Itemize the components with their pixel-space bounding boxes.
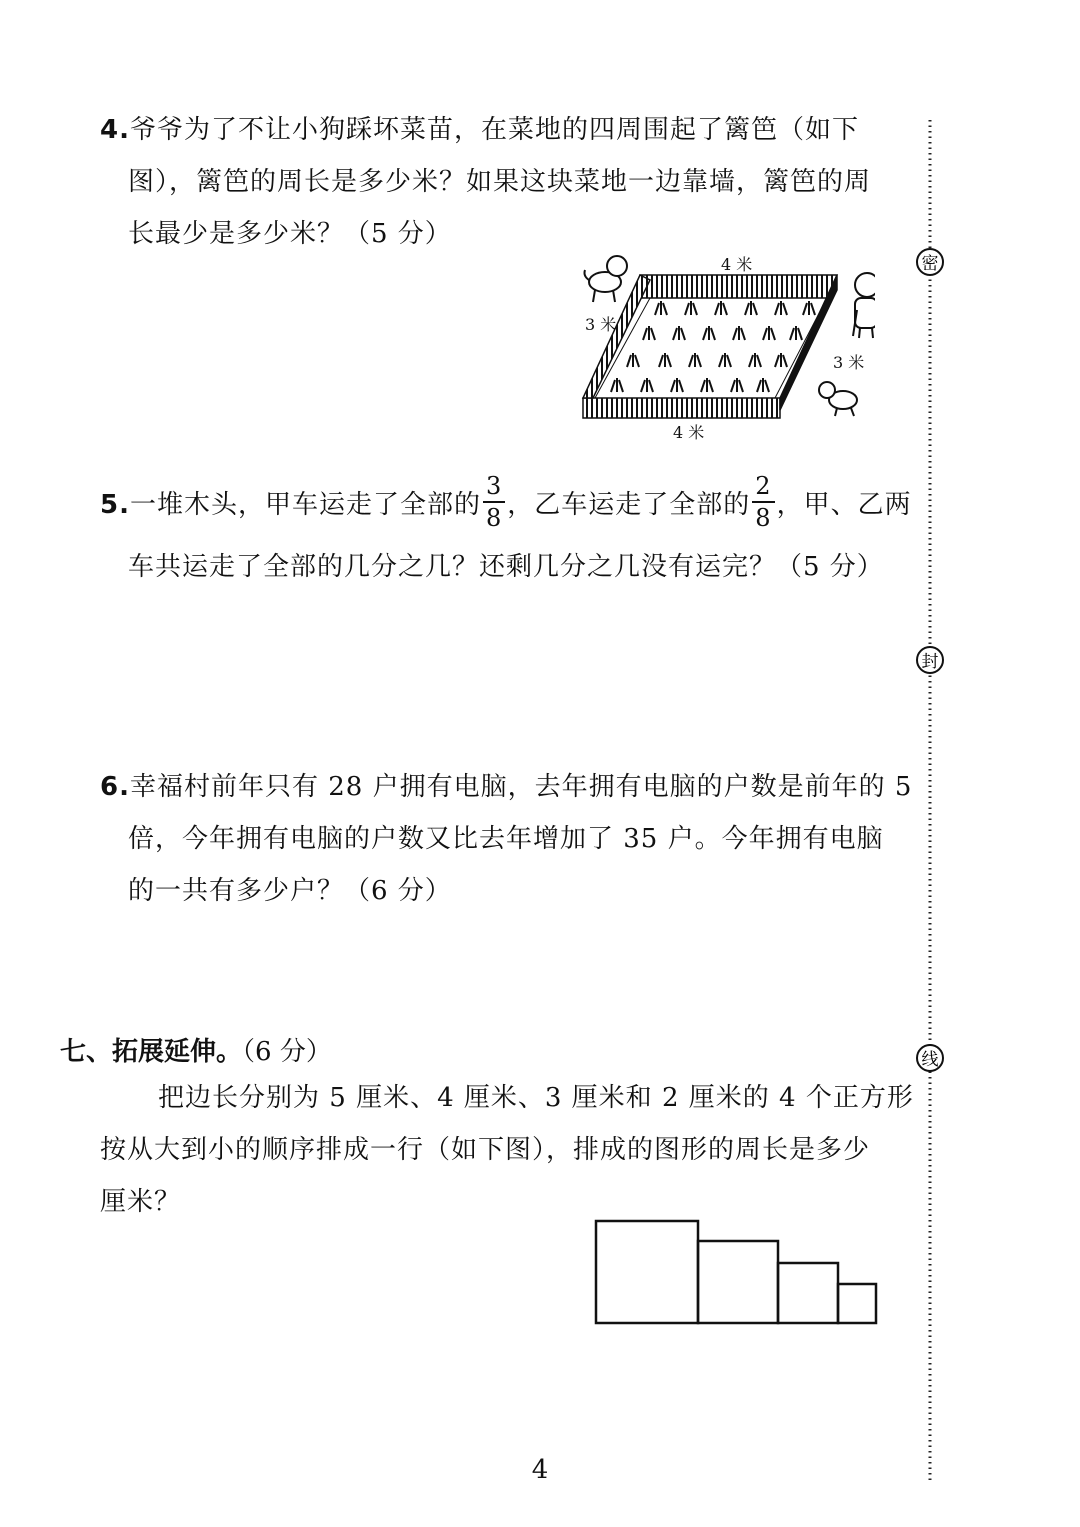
seal-mark-3 [917, 1045, 943, 1071]
svg-text:线: 线 [921, 1050, 939, 1070]
problem-4 [100, 104, 910, 260]
fraction-three-eighths: $\frac{3}{8}$ [483, 474, 505, 530]
seal-mark-1 [917, 249, 943, 275]
svg-text:封: 封 [921, 652, 939, 672]
fence-label-right: 3 米 [833, 353, 865, 372]
fence-label-bottom: 4 米 [673, 423, 705, 442]
problem-6-number: 6. [100, 772, 130, 802]
garden-fence-figure [575, 240, 875, 450]
section-7-line-3: 厘米？ [100, 1187, 182, 1217]
section-7-line-2: 按从大到小的顺序排成一行（如下图），排成的图形的周长是多少 [100, 1135, 871, 1165]
svg-text:密: 密 [921, 254, 939, 274]
section-7-title: 七、拓展延伸。（6 分） [60, 1037, 332, 1067]
grandpa-illustration [853, 273, 875, 338]
problem-4-line-2: 图），篱笆的周长是多少米？如果这块菜地一边靠墙，篱笆的周 [128, 167, 872, 197]
problem-5-number: 5. [100, 490, 130, 520]
section-7-line-1: 把边长分别为 5 厘米、4 厘米、3 厘米和 2 厘米的 4 个正方形 [158, 1083, 914, 1113]
problem-6-line-1: 6.幸福村前年只有 28 户拥有电脑，去年拥有电脑的户数是前年的 5 [100, 772, 913, 802]
problem-5 [100, 474, 915, 598]
section-7-body [100, 1072, 915, 1228]
problem-5-line-1: 5.一堆木头，甲车运走了全部的 $\frac{3}{8}$ ，乙车运走了全部的 $\frac{2}{8}$ ，甲、乙两 [100, 472, 912, 532]
fence-label-top: 4 米 [721, 255, 753, 274]
square-3cm [778, 1263, 838, 1323]
dog-illustration-right [819, 382, 857, 416]
problem-4-line-1: 4.爷爷为了不让小狗踩坏菜苗，在菜地的四周围起了篱笆（如下 [100, 115, 859, 145]
problem-4-line-3: 长最少是多少米？（5 分） [128, 219, 452, 249]
square-4cm [698, 1241, 778, 1323]
problem-6-line-2: 倍，今年拥有电脑的户数又比去年增加了 35 户。今年拥有电脑 [128, 824, 884, 854]
dog-illustration-left [585, 256, 628, 302]
fence-top-side [633, 275, 837, 298]
square-5cm [596, 1221, 698, 1323]
square-2cm [838, 1284, 876, 1323]
problem-6-line-3: 的一共有多少户？（6 分） [128, 876, 452, 906]
fence-front-side [583, 398, 780, 418]
page-number: 4 [531, 1455, 549, 1485]
seal-mark-2 [917, 647, 943, 673]
fence-label-left: 3 米 [585, 315, 617, 334]
fraction-two-eighths: $\frac{2}{8}$ [752, 474, 774, 530]
squares-figure [590, 1215, 885, 1330]
problem-5-line-2: 车共运走了全部的几分之几？还剩几分之几没有运完？（5 分） [128, 552, 884, 582]
binding-margin [905, 0, 955, 1527]
problem-6 [100, 761, 915, 917]
seedlings [611, 301, 815, 392]
problem-4-number: 4. [100, 115, 130, 145]
